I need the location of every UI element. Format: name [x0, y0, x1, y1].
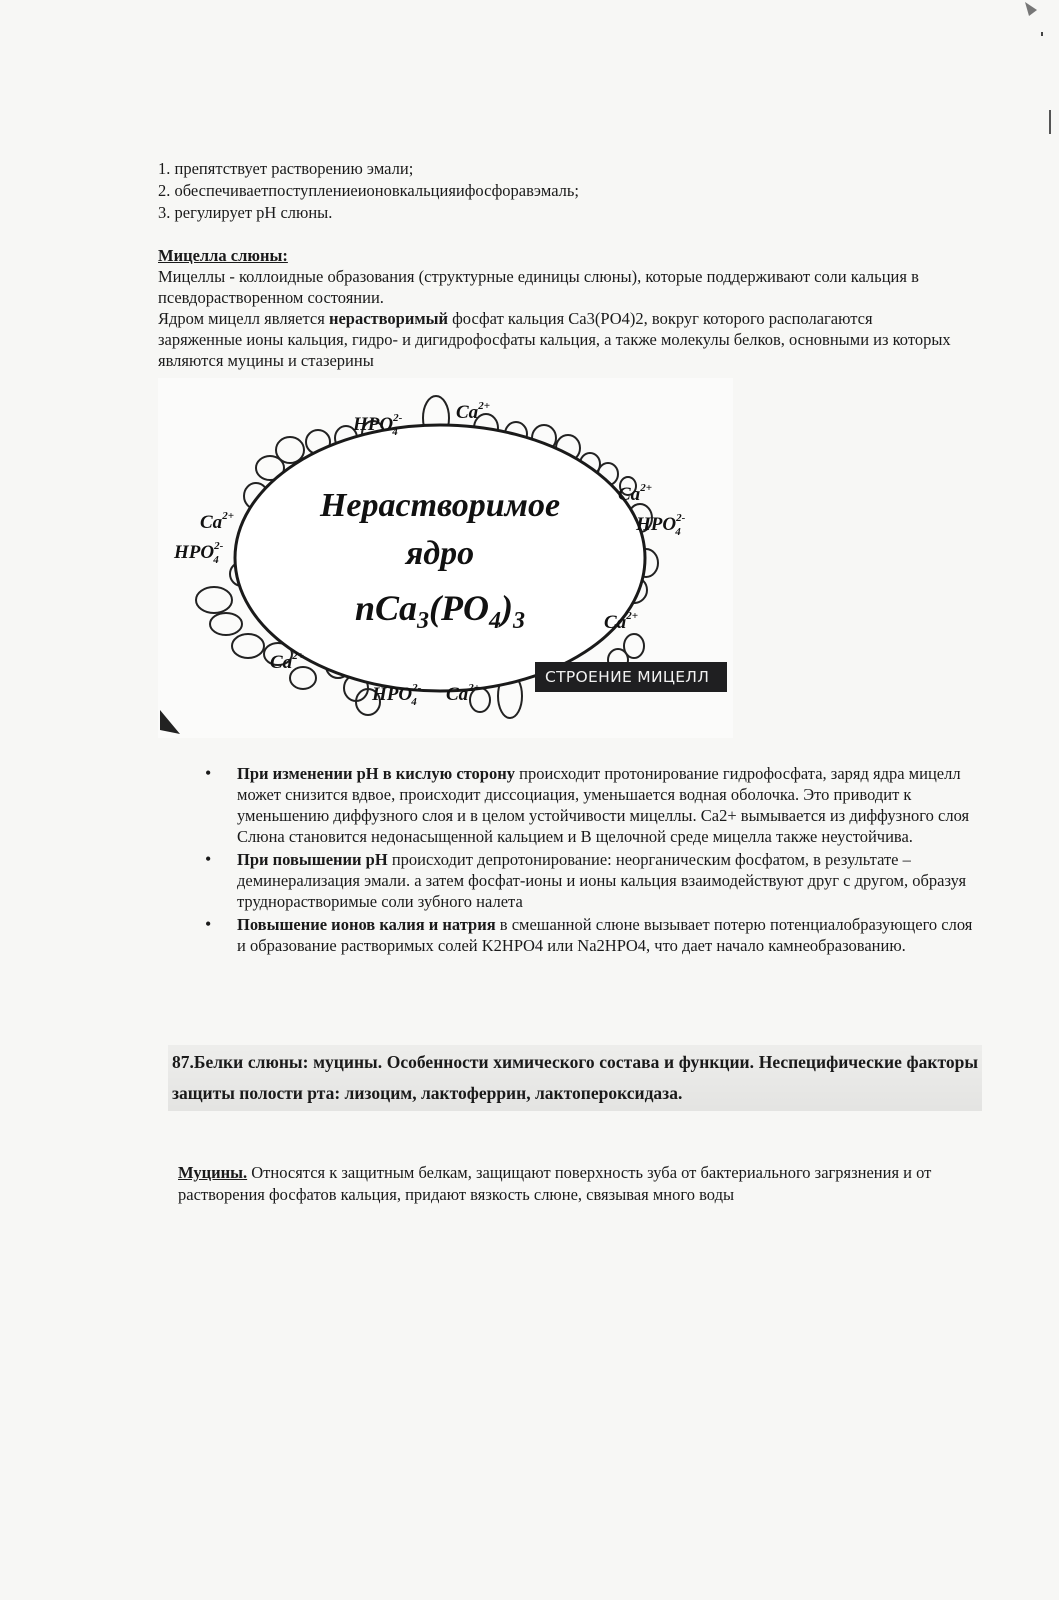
- bullet-dot: •: [205, 849, 212, 869]
- bullet-dot: •: [205, 914, 212, 934]
- list-item: [205, 849, 975, 912]
- micelle-section: [158, 245, 958, 371]
- mucins-text: Относятся к защитным белкам, защищают поверхность зуба от бактериального загрязнения и от растворения фосфатов кальция, придают вязкость слюне, связывая много воды: [178, 1163, 932, 1204]
- list-item: [205, 914, 975, 956]
- bold-span: нерастворимый: [328, 309, 448, 328]
- core-label-line1: Нерастворимое: [319, 487, 561, 524]
- list-item: [205, 763, 975, 847]
- micelle-core-description: [158, 308, 958, 371]
- bullet-bold-lead: При повышении pH: [237, 850, 388, 869]
- ion-label-ca: $Ca^{2+}$: [456, 400, 490, 423]
- text-span: фосфат кальция Са3(РО4)2, вокруг которого располагаются заряженные ионы кальция, гидро- и дигидрофосфаты кальция, а также молекулы белков, основными из которых являются муцины и стазерины: [158, 309, 951, 370]
- bullet-text: в смешанной слюне вызывает потерю потенциалобразующего слоя и образование растворимых солей K2HPO4 или Na2HPO4, что дает начало камнеобразованию.: [237, 915, 973, 955]
- mucins-paragraph: [178, 1162, 968, 1206]
- ion-label-ca: $Ca^{2+}$: [270, 650, 304, 673]
- image-corner-mark: [160, 710, 180, 734]
- bullet-bold-lead: При изменении pH в кислую сторону: [237, 764, 515, 783]
- mucins-term: Муцины.: [178, 1163, 248, 1182]
- ion-label-ca: $Ca^{2+}$: [446, 682, 480, 705]
- ph-effects-list: [205, 763, 975, 958]
- ion-label-hpo: $HPO^{2-}4$: [174, 540, 224, 566]
- scan-mark-top-right: [1015, 0, 1059, 140]
- ion-label-ca: $Ca^{2+}$: [200, 510, 234, 533]
- list-item: 2. обеспечиваетпоступлениеионовкальцияифосфоравэмаль;: [158, 181, 579, 200]
- bullet-text: происходит протонирование гидрофосфата, заряд ядра мицелл может снизится вдвое, происходит диссоциация, уменьшается водная оболочка. Это приводит к уменьшению диффузного слоя и в целом устойчивости мицеллы. Са2+ вымывается из диффузного слоя Слюна становится недонасыщенной кальцием и В щелочной среде мицелла также неустойчива.: [237, 764, 970, 846]
- ion-label-ca: $Ca^{2+}$: [604, 610, 638, 633]
- ion-label-ca: $Ca^{2+}$: [618, 482, 652, 505]
- ion-label-hpo: $HPO^{2-}4$: [372, 682, 422, 708]
- bullet-dot: •: [205, 763, 212, 783]
- question-87-heading: 87.Белки слюны: муцины. Особенности химического состава и функции. Неспецифические факторы защиты полости рта: лизоцим, лактоферрин, лактопероксидаза.: [168, 1045, 982, 1111]
- micelle-definition: Мицеллы - коллоидные образования (структурные единицы слюны), которые поддерживают соли кальция в псевдорастворенном состоянии.: [158, 267, 919, 307]
- figure-caption-badge: СТРОЕНИЕ МИЦЕЛЛ: [535, 662, 727, 692]
- list-item: 3. регулирует pH слюны.: [158, 203, 333, 222]
- text-span: Ядром мицелл является: [158, 309, 329, 328]
- function-list: [158, 158, 579, 224]
- ion-label-hpo: $HPO^{2-}4$: [353, 412, 403, 438]
- bullet-text: происходит депротонирование: неорганическим фосфатом, в результате – деминерализация эмали. а затем фосфат-ионы и ионы кальция взаимодействуют друг с другом, образуя труднорастворимые соли зубного налета: [237, 850, 967, 911]
- core-formula: $nCa_3(PO_4)_3$: [354, 588, 526, 634]
- list-item: 1. препятствует растворению эмали;: [158, 159, 414, 178]
- section-title: Мицелла слюны:: [158, 246, 288, 265]
- bullet-bold-lead: Повышение ионов калия и натрия: [237, 915, 496, 934]
- core-label-line2: ядро: [405, 535, 475, 572]
- ion-label-hpo: $HPO^{2-}4$: [636, 512, 686, 538]
